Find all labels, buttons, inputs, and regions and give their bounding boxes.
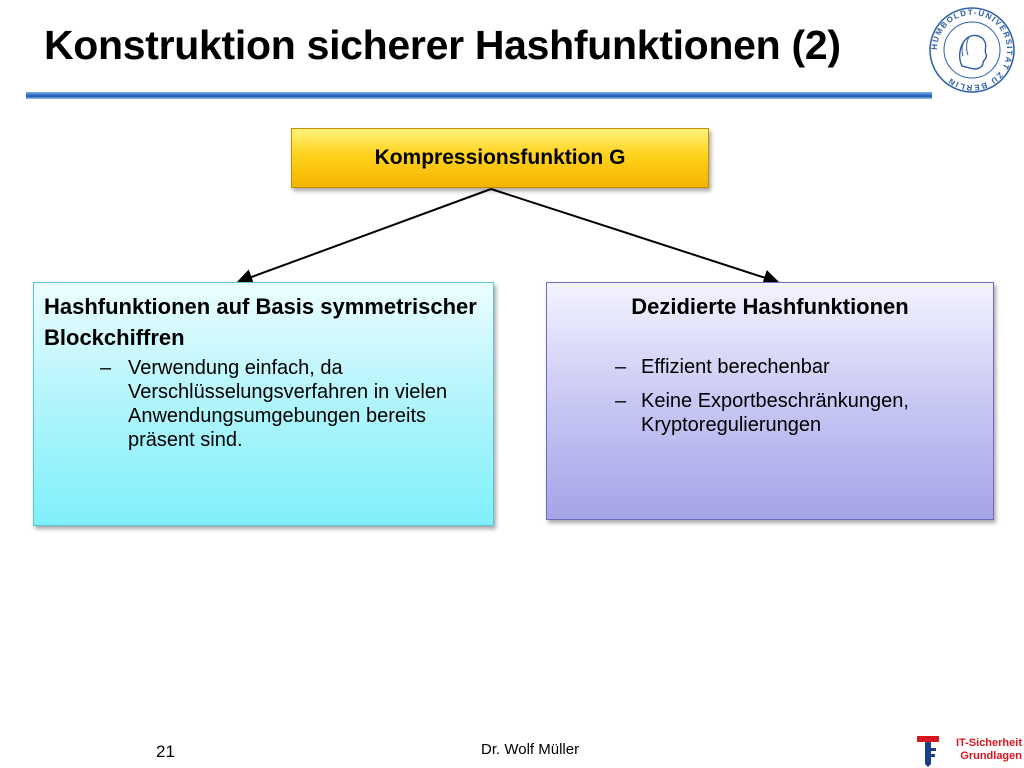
- seal-ring-text: HUMBOLDT-UNIVERSITÄT ZU BERLIN: [929, 7, 1015, 93]
- blockcipher-hash-list: [44, 356, 483, 452]
- dedicated-hash-heading: Dezidierte Hashfunktionen: [631, 294, 909, 319]
- list-item: [557, 355, 983, 379]
- bullet-dash: –: [615, 390, 627, 412]
- dedicated-hash-list: [557, 355, 983, 437]
- author-name: Dr. Wolf Müller: [481, 741, 580, 758]
- university-seal-icon: [928, 6, 1016, 94]
- bullet-dash: –: [100, 357, 112, 379]
- list-item: [44, 356, 483, 452]
- bullet-text: Effizient berechenbar: [641, 356, 830, 378]
- bullet-text: Verwendung einfach, da Verschlüsselungsverfahren in vielen Anwendungsumgebungen bereits präsent sind.: [128, 357, 448, 451]
- slide-title: Konstruktion sicherer Hashfunktionen (2): [44, 22, 841, 68]
- bullet-dash: –: [615, 356, 627, 378]
- course-label-line2: Grundlagen: [960, 750, 1022, 762]
- compression-function-label: Kompressionsfunktion G: [374, 146, 626, 169]
- bullet-text: Keine Exportbeschränkungen, Kryptoregulierungen: [641, 390, 909, 436]
- blockcipher-hash-heading: Hashfunktionen auf Basis symmetrischer Blockchiffren: [44, 294, 477, 350]
- course-label: [942, 737, 1022, 763]
- course-label-line1: IT-Sicherheit: [955, 737, 1022, 749]
- arrow-to-left-box: [238, 189, 491, 282]
- compression-function-box: [291, 128, 709, 188]
- it-security-key-icon: [915, 734, 941, 768]
- blockcipher-hash-box: [33, 282, 494, 526]
- page-number: 21: [156, 742, 175, 761]
- arrow-to-right-box: [491, 189, 778, 282]
- list-item: [557, 389, 983, 437]
- title-underline: [26, 92, 932, 99]
- dedicated-hash-box: [546, 282, 994, 520]
